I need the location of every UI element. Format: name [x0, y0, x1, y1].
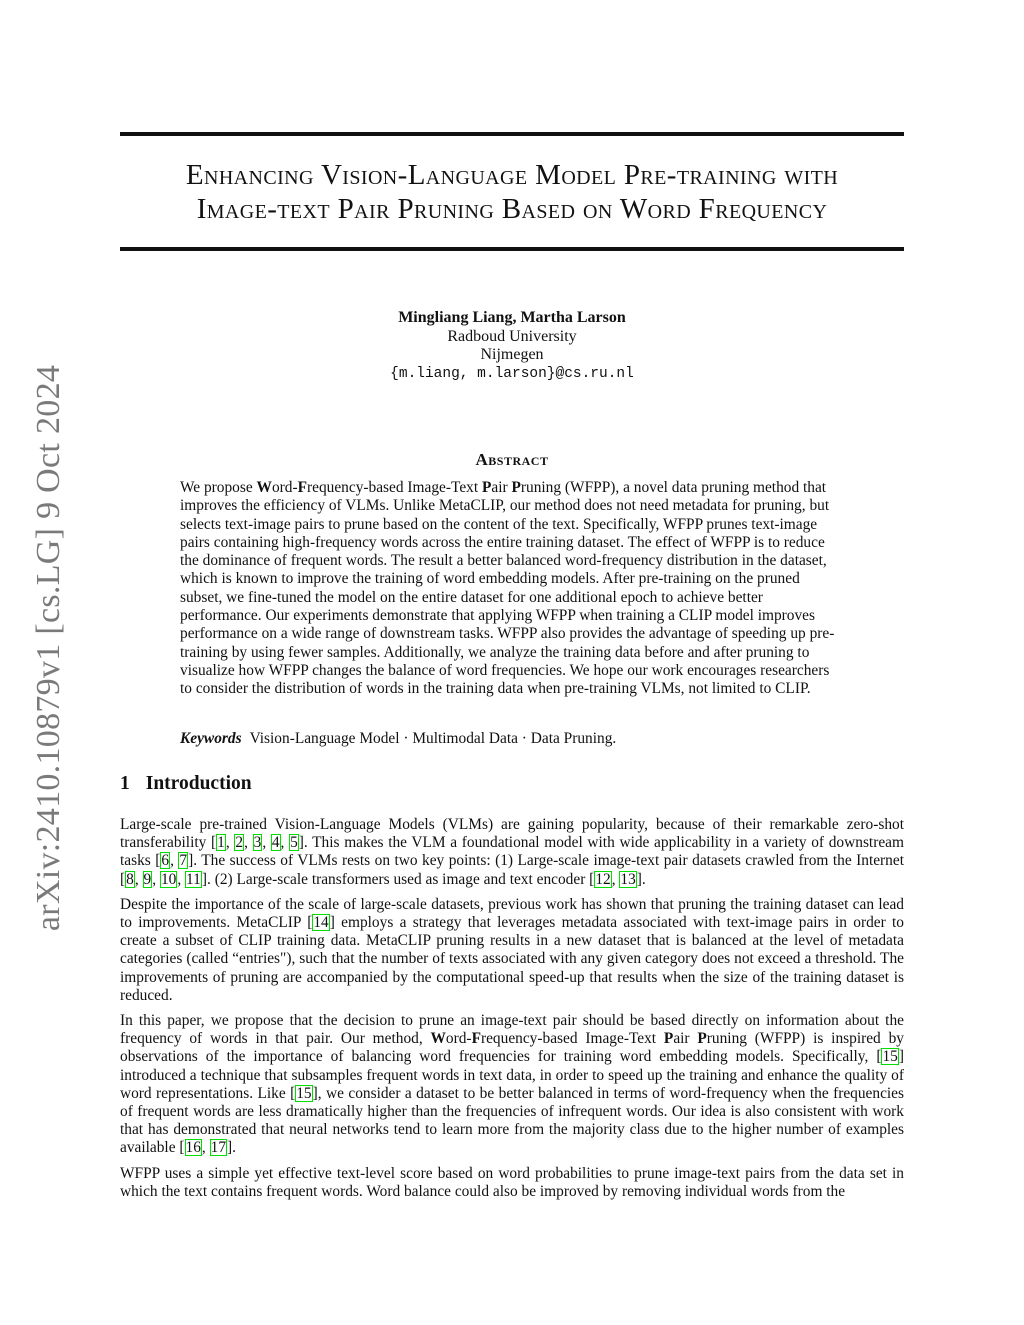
citation-link[interactable]: 11: [186, 870, 201, 888]
author-email: {m.liang, m.larson}@cs.ru.nl: [390, 365, 634, 382]
introduction-paragraph-3: In this paper, we propose that the decision to prune an image-text pair should be based directly on information about the frequency of words in that pair. Our method, Word-Frequency-based Image-Text Pair Pruning (WFPP) is inspired by observations of the importance of balancing word frequencies for training word embedding models. Specifically, [15] introduced a technique that subsamples frequent words in text data, in order to speed up the training and enhance the quality of word representations. Like [15], we consider a dataset to be better balanced in terms of word-frequency when the frequencies of frequent words are less dramatically higher than the frequencies of infrequent words. Our idea is also consistent with work that has demonstrated that neural networks tend to learn more from the majority class due to the higher number of examples available [16, 17].: [120, 1012, 904, 1157]
citation-link[interactable]: 6: [161, 852, 170, 870]
paper-title-line-1: Enhancing Vision-Language Model Pre-training with: [185, 159, 839, 191]
abstract-text: We propose Word-Frequency-based Image-Text Pair Pruning (WFPP), a novel data pruning method that improves the efficiency of VLMs. Unlike MetaCLIP, our method does not need metadata for pruning, but selects text-image pairs to prune based on the content of the text. Specifically, WFPP prunes text-image pairs containing high-frequency words across the entire training dataset. The effect of WFPP is to reduce the dominance of frequent words. The result a better balanced word-frequency distribution in the dataset, which is known to improve the training of word embedding models. After pre-training on the pruned subset, we fine-tuned the model on the entire dataset for one additional epoch to achieve better performance. Our experiments demonstrate that applying WFPP when training a CLIP model improves performance on a wide range of downstream tasks. WFPP also provides the advantage of speeding up pre-training by using fewer samples. Additionally, we analyze the training data before and after pruning to visualize how WFPP changes the balance of word frequencies. We hope our work encourages researchers to consider the distribution of words in the training data when pre-training VLMs, not limited to CLIP.: [180, 479, 835, 698]
citation-link[interactable]: 1: [217, 834, 225, 852]
author-block: [120, 309, 904, 383]
arxiv-identifier-text: arXiv:2410.10879v1 [cs.LG] 9 Oct 2024: [30, 364, 67, 932]
author-affiliation: Radboud University: [447, 327, 577, 345]
citation-link[interactable]: 13: [620, 870, 636, 888]
author-city: Nijmegen: [480, 346, 544, 363]
paper-title: [120, 158, 904, 226]
keywords-label: Keywords: [180, 730, 242, 747]
citation-link[interactable]: 10: [160, 870, 177, 888]
citation-link[interactable]: 15: [296, 1084, 312, 1102]
author-names: Mingliang Liang, Martha Larson: [398, 309, 626, 326]
citation-link[interactable]: 17: [210, 1139, 227, 1157]
citation-link[interactable]: 2: [235, 834, 244, 852]
citation-link[interactable]: 15: [882, 1048, 898, 1066]
citation-link[interactable]: 16: [185, 1139, 201, 1157]
keywords-line: [180, 730, 844, 748]
keywords-text: Vision-Language Model · Multimodal Data · Data Pruning.: [249, 730, 617, 747]
introduction-paragraph-1: Large-scale pre-trained Vision-Language Models (VLMs) are gaining popularity, because of their remarkable zero-shot transferability [1, 2, 3, 4, 5]. This makes the VLM a foundational model with wide applicability in a variety of downstream tasks [6, 7]. The success of VLMs rests on two key points: (1) Large-scale image-text pair datasets crawled from the Internet [8, 9, 10, 11]. (2) Large-scale transformers used as image and text encoder [12, 13].: [120, 816, 904, 888]
paper-title-line-2: Image-text Pair Pruning Based on Word Frequency: [196, 193, 828, 225]
citation-link[interactable]: 3: [253, 834, 262, 852]
citation-link[interactable]: 12: [595, 870, 611, 888]
citation-link[interactable]: 5: [290, 834, 298, 852]
introduction-paragraph-2: Despite the importance of the scale of large-scale datasets, previous work has shown that pruning the training dataset can lead to improvements. MetaCLIP [14] employs a strategy that leverages metadata associated with text-image pairs in order to create a subset of CLIP training data. MetaCLIP pruning results in a new dataset that is balanced at the level of metadata categories (called “entries"), such that the number of texts associated with any given category does not exceed a threshold. The improvements of pruning are accompanied by the computational speed-up that results when the size of the training dataset is reduced.: [120, 895, 904, 1004]
abstract-heading: Abstract: [475, 450, 549, 469]
title-bottom-rule: [120, 247, 904, 251]
citation-link[interactable]: 8: [126, 870, 134, 888]
citation-link[interactable]: 14: [313, 914, 329, 932]
citation-link[interactable]: 7: [179, 852, 188, 870]
introduction-paragraph-4: WFPP uses a simple yet effective text-level score based on word probabilities to prune image-text pairs from the data set in which the text contains frequent words. Word balance could also be improved by removing individual words from the: [120, 1164, 904, 1200]
section-number: 1: [120, 773, 130, 794]
introduction-body: [120, 816, 904, 1208]
citation-link[interactable]: 4: [271, 834, 280, 852]
title-top-rule: [120, 132, 904, 136]
section-title: Introduction: [145, 773, 252, 794]
citation-link[interactable]: 9: [143, 870, 152, 888]
section-heading-introduction: [120, 773, 252, 795]
